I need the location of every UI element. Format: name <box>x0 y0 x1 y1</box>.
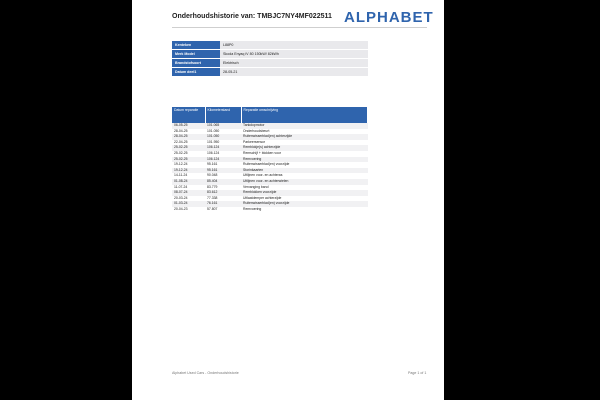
info-value: L88P0 <box>220 41 368 50</box>
row-date: 01-03-24 <box>172 201 205 207</box>
header-divider <box>172 27 427 28</box>
row-date: 25-02-25 <box>172 151 205 157</box>
row-date: 01-08-24 <box>172 179 205 185</box>
row-description: Ruitenwisserblad(en) voorzijde <box>241 201 368 207</box>
row-date: 25-02-25 <box>172 145 205 151</box>
row-km: 85.404 <box>205 179 241 185</box>
row-km: 95.161 <box>205 168 241 174</box>
vehicle-info-table <box>172 41 368 77</box>
row-date: 28-04-25 <box>172 129 205 135</box>
row-km: 101.050 <box>205 129 241 135</box>
column-header-km: Kilometerstand <box>205 107 241 123</box>
row-description: Tankdopmotor <box>241 123 368 129</box>
info-value: 28-05-21 <box>220 68 368 77</box>
info-label: Merk Model <box>172 50 220 59</box>
document-page <box>132 0 444 400</box>
row-date: 20-03-24 <box>172 196 205 202</box>
footer-text: Alphabet Used Cars - Onderhoudshistorie <box>172 371 239 375</box>
row-date: 25-02-25 <box>172 157 205 163</box>
row-description: Uitlijnen voor- en achteras <box>241 173 368 179</box>
info-value: Skoda Enyaq iV 80 150kW/ 82kWh <box>220 50 368 59</box>
row-description: Uitlijnen voor- en achterwielen <box>241 179 368 185</box>
history-body <box>172 123 368 213</box>
info-label: Kenteken <box>172 41 220 50</box>
row-description: Remvoering <box>241 207 368 213</box>
row-date: 19-12-24 <box>172 162 205 168</box>
row-date: 14-11-24 <box>172 173 205 179</box>
row-description: Remvoering <box>241 157 368 163</box>
row-km: 106.124 <box>205 151 241 157</box>
row-km: 77.338 <box>205 196 241 202</box>
row-km: 57.807 <box>205 207 241 213</box>
vehicle-info-row <box>172 68 368 77</box>
row-km: 83.612 <box>205 190 241 196</box>
alphabet-logo: ALPHABET <box>344 9 434 26</box>
row-description: Storinkaarten <box>241 168 368 174</box>
row-km: 83.779 <box>205 185 241 191</box>
row-date: 22-04-25 <box>172 140 205 146</box>
row-date: 20-04-23 <box>172 207 205 213</box>
row-km: 90.048 <box>205 173 241 179</box>
column-header-description: Reparatie omschrijving <box>241 107 368 123</box>
history-header-row <box>172 107 368 123</box>
vehicle-info-row <box>172 59 368 68</box>
row-description: Uitlaatdemper achterzijde <box>241 196 368 202</box>
row-description: Vervanging band <box>241 185 368 191</box>
row-description: Remblokje(s) achterzijde <box>241 145 368 151</box>
row-km: 106.124 <box>205 157 241 163</box>
info-value: Elektrisch <box>220 59 368 68</box>
row-km: 101.950 <box>205 140 241 146</box>
row-date: 11-07-24 <box>172 185 205 191</box>
row-date: 08-07-24 <box>172 190 205 196</box>
row-description: Ruitenwisserblad(en) voorzijde <box>241 162 368 168</box>
info-label: Datum deel1 <box>172 68 220 77</box>
table-row <box>172 207 368 213</box>
row-km: 101.065 <box>205 123 241 129</box>
row-date: 19-12-24 <box>172 168 205 174</box>
row-description: Parkeersensor <box>241 140 368 146</box>
row-description: Remschijf + blokken voor <box>241 151 368 157</box>
row-km: 95.161 <box>205 162 241 168</box>
info-label: Brandstofsoort <box>172 59 220 68</box>
row-description: Ruitenwisserblad(en) achterzijde <box>241 134 368 140</box>
vehicle-info-row <box>172 50 368 59</box>
row-km: 76.161 <box>205 201 241 207</box>
row-date: 06-05-25 <box>172 123 205 129</box>
row-date: 28-04-25 <box>172 134 205 140</box>
row-km: 101.050 <box>205 134 241 140</box>
maintenance-history-table <box>172 107 368 213</box>
row-km: 106.124 <box>205 145 241 151</box>
row-description: Remblokken voorzijde <box>241 190 368 196</box>
page-number: Page 1 of 1 <box>408 371 427 375</box>
column-header-date: Datum reparatie <box>172 107 205 123</box>
row-description: Onderhoudsbeurt <box>241 129 368 135</box>
vehicle-info-row <box>172 41 368 50</box>
page-title: Onderhoudshistorie van: TMBJC7NY4MF022511 <box>172 13 332 20</box>
